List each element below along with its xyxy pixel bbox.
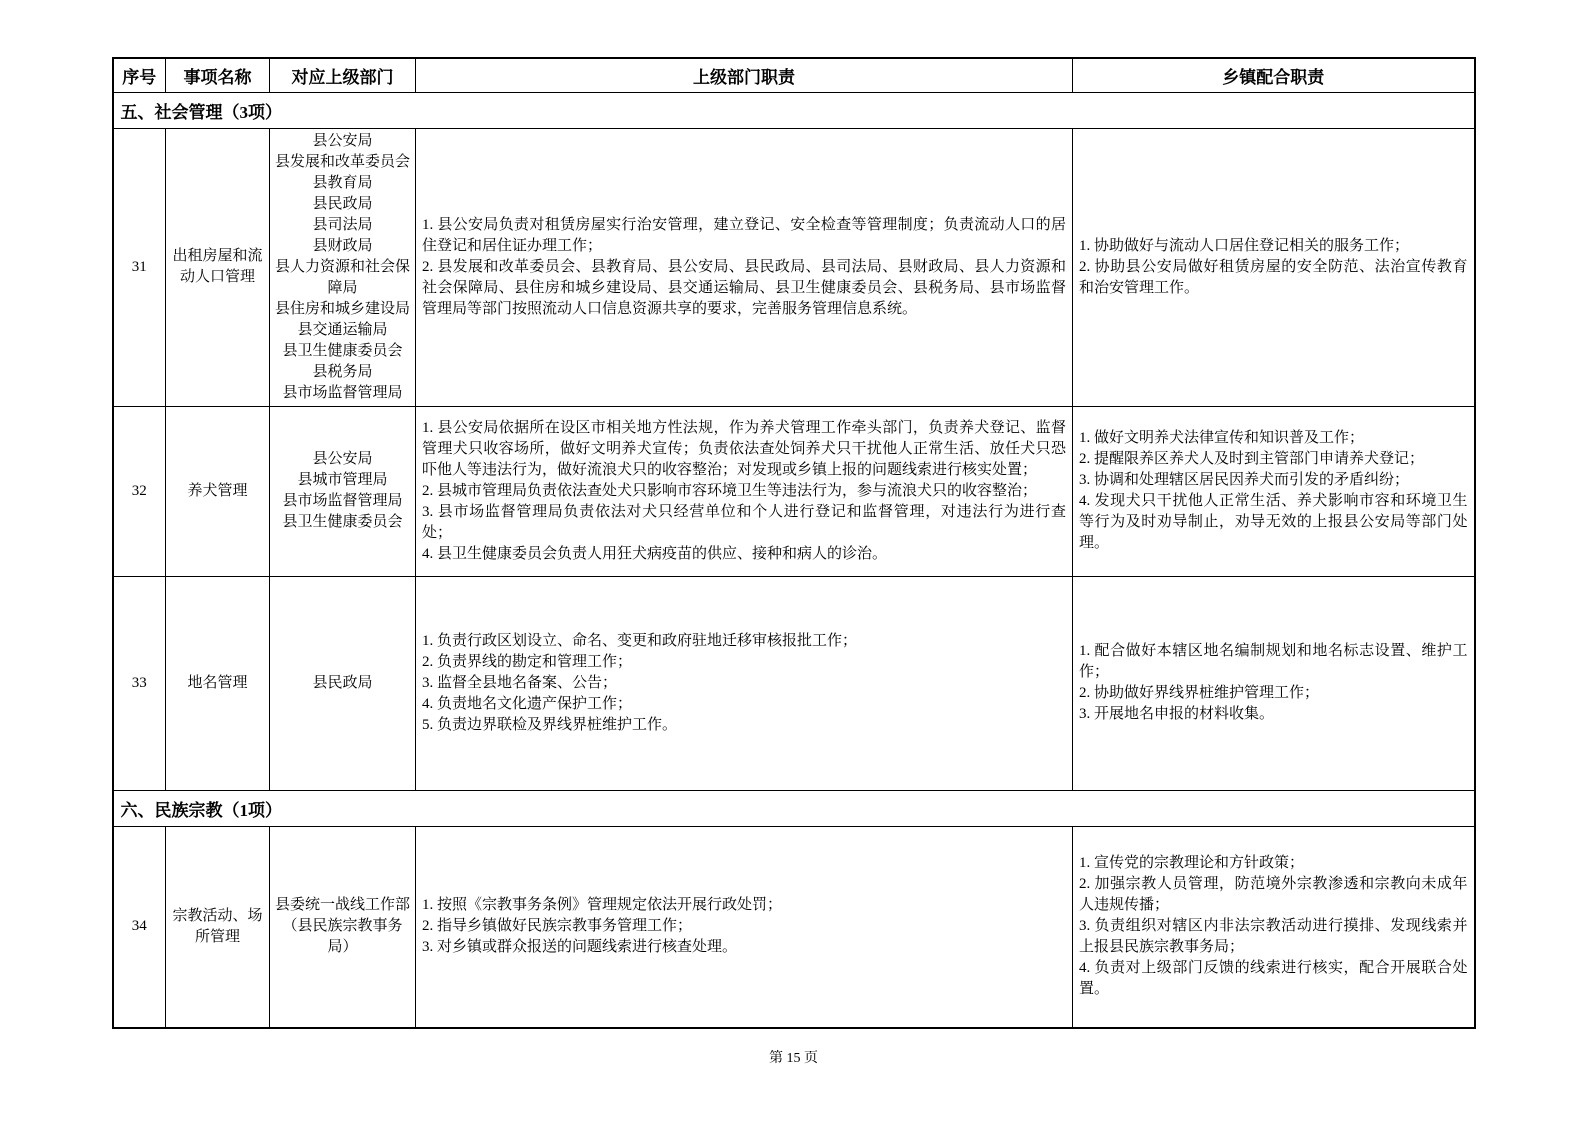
row-number: 33: [113, 576, 166, 790]
department: 县城市管理局: [297, 472, 388, 488]
department: 县人力资源和社会保障局: [274, 258, 410, 296]
row-number: 31: [113, 128, 166, 406]
department: 县市场监督管理局: [282, 384, 403, 401]
department: 县发展和改革委员会: [274, 153, 410, 170]
table-row: [113, 826, 1475, 1028]
item-name: 养犬管理: [166, 406, 270, 576]
department: 县卫生健康委员会: [282, 342, 403, 359]
table-row: [113, 576, 1475, 790]
superior-duty: 2. 县城市管理局负责依法查处犬只影响市容环境卫生等违法行为，参与流浪犬只的收容整治；: [422, 482, 1038, 499]
township-duties-list: [1073, 826, 1475, 1028]
column-header-superior-department: 对应上级部门: [270, 58, 416, 92]
township-duty: 3. 负责组织对辖区内非法宗教活动进行摸排、发现线索并上报县民族宗教事务局；: [1079, 918, 1468, 956]
responsibilities-table: [112, 57, 1476, 1029]
table-row: [113, 406, 1475, 576]
township-duty: 4. 发现犬只干扰他人正常生活、养犬影响市容和环境卫生等行为及时劝导制止，劝导无效的上报县公安局等部门处理。: [1079, 493, 1468, 551]
section-title: 六、民族宗教（1项）: [113, 790, 1475, 826]
superior-duty: 1. 按照《宗教事务条例》管理规定依法开展行政处罚；: [422, 897, 783, 914]
item-name: 地名管理: [166, 576, 270, 790]
township-duty: 1. 协助做好与流动人口居住登记相关的服务工作；: [1079, 237, 1410, 254]
township-duty: 4. 负责对上级部门反馈的线索进行核实，配合开展联合处置。: [1079, 960, 1468, 998]
section-title: 五、社会管理（3项）: [113, 92, 1475, 128]
department: 县住房和城乡建设局: [274, 300, 410, 317]
superior-duty: 4. 负责地名文化遗产保护工作；: [422, 695, 633, 712]
department: 县公安局: [312, 451, 373, 467]
item-name: 宗教活动、场所管理: [166, 826, 270, 1028]
department: 县财政局: [312, 237, 373, 254]
table-row: [113, 128, 1475, 406]
township-duty: 2. 加强宗教人员管理，防范境外宗教渗透和宗教向未成年人违规传播；: [1079, 876, 1468, 914]
department: 县教育局: [312, 174, 373, 191]
superior-duty: 4. 县卫生健康委员会负责人用狂犬病疫苗的供应、接种和病人的诊治。: [422, 545, 888, 562]
township-duties-list: [1073, 406, 1475, 576]
department: 县民政局: [312, 195, 373, 212]
superior-duty: 1. 县公安局负责对租赁房屋实行治安管理，建立登记、安全检查等管理制度；负责流动人口的居住登记和居住证办理工作；: [422, 216, 1066, 254]
departments-list: [270, 576, 416, 790]
township-duty: 3. 开展地名申报的材料收集。: [1079, 706, 1275, 722]
column-header-township-duties: 乡镇配合职责: [1073, 58, 1475, 92]
township-duty: 1. 配合做好本辖区地名编制规划和地名标志设置、维护工作；: [1079, 643, 1468, 680]
departments-list: [270, 826, 416, 1028]
township-duties-list: [1073, 576, 1475, 790]
township-duty: 1. 宣传党的宗教理论和方针政策；: [1079, 855, 1305, 872]
row-number: 34: [113, 826, 166, 1028]
township-duty: 2. 提醒限养区养犬人及时到主管部门申请养犬登记；: [1079, 451, 1425, 467]
department: 县卫生健康委员会: [282, 514, 403, 530]
township-duty: 1. 做好文明养犬法律宣传和知识普及工作；: [1079, 430, 1365, 446]
superior-duty: 2. 指导乡镇做好民族宗教事务管理工作；: [422, 918, 693, 935]
column-header-superior-duties: 上级部门职责: [416, 58, 1073, 92]
column-header-no: 序号: [113, 58, 166, 92]
department: 县司法局: [312, 216, 373, 233]
superior-duty: 3. 监督全县地名备案、公告；: [422, 674, 618, 691]
superior-duty: 1. 县公安局依据所在设区市相关地方性法规，作为养犬管理工作牵头部门，负责养犬登记、监督管理犬只收容场所，做好文明养犬宣传；负责依法查处饲养犬只干扰他人正常生活、放任犬只恐吓他人等违法行为，做好流浪犬只的收容整治；对发现或乡镇上报的问题线索进行核实处置；: [422, 419, 1066, 478]
township-duty: 3. 协调和处理辖区居民因养犬而引发的矛盾纠纷；: [1079, 472, 1410, 488]
superior-duties-list: [416, 406, 1073, 576]
superior-duties-list: [416, 576, 1073, 790]
superior-duty: 2. 县发展和改革委员会、县教育局、县公安局、县民政局、县司法局、县财政局、县人力资源和社会保障局、县住房和城乡建设局、县交通运输局、县卫生健康委员会、县税务局、县市场监督管理局等部门按照流动人口信息资源共享的要求，完善服务管理信息系统。: [422, 258, 1066, 317]
department: 县市场监督管理局: [282, 493, 403, 509]
column-header-item-name: 事项名称: [166, 58, 270, 92]
row-number: 32: [113, 406, 166, 576]
township-duties-list: [1073, 128, 1475, 406]
superior-duty: 1. 负责行政区划设立、命名、变更和政府驻地迁移审核报批工作；: [422, 632, 858, 649]
superior-duties-list: [416, 128, 1073, 406]
item-name: 出租房屋和流动人口管理: [166, 128, 270, 406]
superior-duty: 5. 负责边界联检及界线界桩维护工作。: [422, 716, 678, 733]
township-duty: 2. 协助县公安局做好租赁房屋的安全防范、法治宣传教育和治安管理工作。: [1079, 258, 1468, 296]
superior-duties-list: [416, 826, 1073, 1028]
page-number: 第 15 页: [769, 1051, 818, 1066]
township-duty: 2. 协助做好界线界桩维护管理工作；: [1079, 685, 1320, 701]
superior-duty: 3. 县市场监督管理局负责依法对犬只经营单位和个人进行登记和监督管理，对违法行为进行查处；: [422, 503, 1066, 541]
department: 县公安局: [312, 132, 373, 149]
section-header-row-social-management: [113, 92, 1475, 128]
section-header-row-ethnic-religion: [113, 790, 1475, 826]
superior-duty: 3. 对乡镇或群众报送的问题线索进行核查处理。: [422, 939, 738, 956]
superior-duty: 2. 负责界线的勘定和管理工作；: [422, 653, 633, 670]
table-header-row: [113, 58, 1475, 92]
department: 县税务局: [312, 363, 373, 380]
department: 县民政局: [312, 674, 373, 691]
department: 县交通运输局: [297, 321, 388, 338]
departments-list: [270, 128, 416, 406]
departments-list: [270, 406, 416, 576]
department: 县委统一战线工作部（县民族宗教事务局）: [274, 897, 410, 956]
